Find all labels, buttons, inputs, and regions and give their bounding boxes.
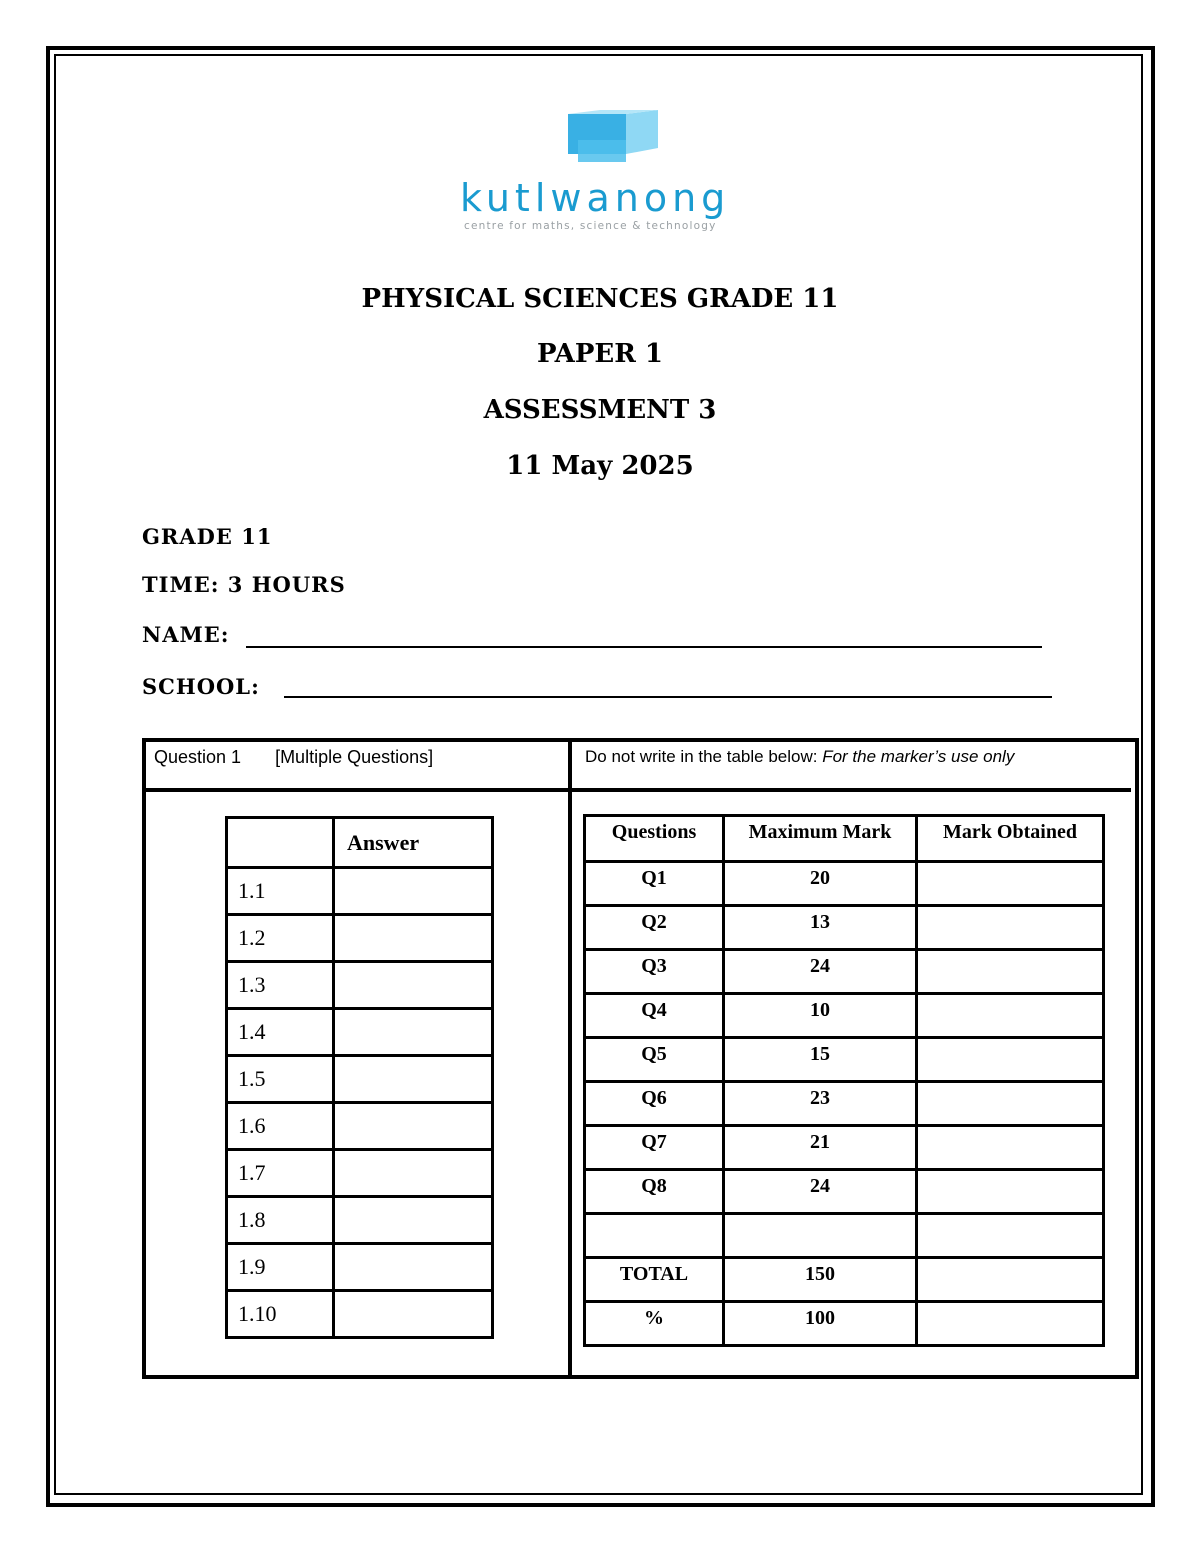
obtained-cell[interactable] xyxy=(917,1038,1104,1082)
question-number: 1.9 xyxy=(227,1244,334,1291)
table-row xyxy=(585,950,1104,994)
mark-table xyxy=(583,814,1105,1347)
table-row xyxy=(585,1082,1104,1126)
school-label: SCHOOL: xyxy=(142,674,260,699)
answer-cell[interactable] xyxy=(334,1244,493,1291)
question-cell: Q2 xyxy=(585,906,724,950)
question-number: 1.6 xyxy=(227,1103,334,1150)
obtained-cell[interactable] xyxy=(917,1126,1104,1170)
max-mark-cell: 21 xyxy=(724,1126,917,1170)
answer-header-blank xyxy=(227,818,334,868)
school-field[interactable] xyxy=(284,696,1052,698)
answer-cell[interactable] xyxy=(334,1150,493,1197)
cube-logo-icon xyxy=(568,110,660,162)
question-cell: Q5 xyxy=(585,1038,724,1082)
question-cell: Q7 xyxy=(585,1126,724,1170)
question-number: 1.10 xyxy=(227,1291,334,1338)
table-row xyxy=(227,962,493,1009)
obtained-cell[interactable] xyxy=(917,1082,1104,1126)
left-header-divider xyxy=(146,788,568,792)
table-row xyxy=(585,906,1104,950)
table-row xyxy=(227,915,493,962)
percent-max-cell: 100 xyxy=(724,1302,917,1346)
total-label-cell: TOTAL xyxy=(585,1258,724,1302)
table-row xyxy=(585,1214,1104,1258)
question-number: 1.1 xyxy=(227,868,334,915)
answer-cell[interactable] xyxy=(334,1009,493,1056)
obtained-cell[interactable] xyxy=(917,950,1104,994)
question-1-title: Question 1 xyxy=(154,747,242,767)
question-cell: Q6 xyxy=(585,1082,724,1126)
table-row xyxy=(585,862,1104,906)
answer-cell[interactable] xyxy=(334,915,493,962)
marker-notice xyxy=(585,747,1014,767)
logo-wordmark: kutlwanong xyxy=(460,176,731,220)
total-obtained-cell[interactable] xyxy=(917,1258,1104,1302)
obtained-cell[interactable] xyxy=(917,906,1104,950)
question-number: 1.5 xyxy=(227,1056,334,1103)
max-mark-cell xyxy=(724,1214,917,1258)
answer-cell[interactable] xyxy=(334,1056,493,1103)
table-row xyxy=(585,1126,1104,1170)
answer-cell[interactable] xyxy=(334,1291,493,1338)
max-mark-cell: 13 xyxy=(724,906,917,950)
max-mark-cell: 23 xyxy=(724,1082,917,1126)
answer-header: Answer xyxy=(334,818,493,868)
paper-title: PAPER 1 xyxy=(537,339,663,369)
answer-cell[interactable] xyxy=(334,962,493,1009)
max-mark-cell: 24 xyxy=(724,1170,917,1214)
right-header-divider xyxy=(572,788,1131,792)
max-mark-cell: 10 xyxy=(724,994,917,1038)
question-cell: Q3 xyxy=(585,950,724,994)
question-number: 1.7 xyxy=(227,1150,334,1197)
exam-date: 11 May 2025 xyxy=(506,451,694,481)
table-row xyxy=(227,1197,493,1244)
header-maximum-mark: Maximum Mark xyxy=(724,816,917,862)
marker-notice-text: Do not write in the table below: xyxy=(585,747,818,766)
question-cell: Q8 xyxy=(585,1170,724,1214)
table-row xyxy=(585,1170,1104,1214)
table-row xyxy=(227,1244,493,1291)
table-row xyxy=(585,1038,1104,1082)
table-row xyxy=(585,994,1104,1038)
question-1-label xyxy=(154,747,433,768)
max-mark-cell: 24 xyxy=(724,950,917,994)
logo-tagline: centre for maths, science & technology xyxy=(464,220,717,232)
question-1-note: [Multiple Questions] xyxy=(275,747,434,767)
kutlwanong-logo xyxy=(460,110,780,240)
mark-table-header xyxy=(585,816,1104,862)
max-mark-cell: 20 xyxy=(724,862,917,906)
answer-table xyxy=(225,816,494,1339)
grade-label: GRADE 11 xyxy=(142,524,273,549)
answer-cell[interactable] xyxy=(334,868,493,915)
header-questions: Questions xyxy=(585,816,724,862)
question-number: 1.4 xyxy=(227,1009,334,1056)
percent-obtained-cell[interactable] xyxy=(917,1302,1104,1346)
percent-label-cell: % xyxy=(585,1302,724,1346)
table-row xyxy=(227,1009,493,1056)
obtained-cell[interactable] xyxy=(917,994,1104,1038)
table-row xyxy=(227,1150,493,1197)
obtained-cell[interactable] xyxy=(917,862,1104,906)
name-field[interactable] xyxy=(246,646,1042,648)
table-row xyxy=(585,1302,1104,1346)
question-cell xyxy=(585,1214,724,1258)
table-row xyxy=(227,1103,493,1150)
assessment-title: ASSESSMENT 3 xyxy=(483,395,717,425)
obtained-cell[interactable] xyxy=(917,1170,1104,1214)
total-max-cell: 150 xyxy=(724,1258,917,1302)
answer-table-header xyxy=(227,818,493,868)
question-number: 1.3 xyxy=(227,962,334,1009)
header-mark-obtained: Mark Obtained xyxy=(917,816,1104,862)
marker-notice-note: For the marker’s use only xyxy=(822,747,1015,766)
answer-cell[interactable] xyxy=(334,1197,493,1244)
answer-cell[interactable] xyxy=(334,1103,493,1150)
question-number: 1.8 xyxy=(227,1197,334,1244)
subject-title: PHYSICAL SCIENCES GRADE 11 xyxy=(361,284,839,314)
table-row xyxy=(227,1291,493,1338)
question-cell: Q1 xyxy=(585,862,724,906)
table-row xyxy=(585,1258,1104,1302)
name-label: NAME: xyxy=(142,622,230,647)
section-divider xyxy=(568,742,572,1375)
obtained-cell[interactable] xyxy=(917,1214,1104,1258)
table-row xyxy=(227,868,493,915)
max-mark-cell: 15 xyxy=(724,1038,917,1082)
time-label: TIME: 3 HOURS xyxy=(142,572,346,597)
question-number: 1.2 xyxy=(227,915,334,962)
question-cell: Q4 xyxy=(585,994,724,1038)
table-row xyxy=(227,1056,493,1103)
